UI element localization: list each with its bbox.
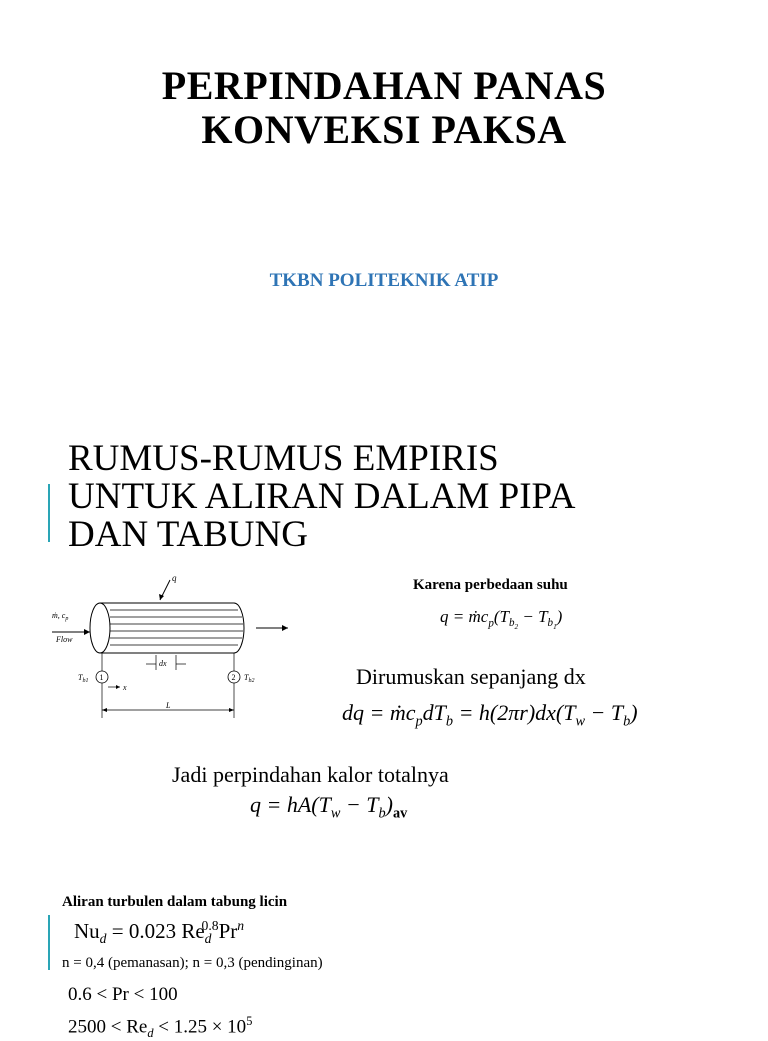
page-title <box>0 64 768 152</box>
equation-5: 0.6 < Pr < 100 <box>68 984 178 1005</box>
accent-bar-bottom <box>48 915 50 970</box>
tb1-label: $T_{b1}$ <box>78 673 89 684</box>
aliran-text: Aliran turbulen dalam tabung licin <box>62 894 288 910</box>
equation-1: $q = ṁc_p(T_{b_2} - T_{b_1})$ <box>440 607 563 632</box>
title-line-2: KONVEKSI PAKSA <box>201 107 567 152</box>
pipe-body <box>100 603 244 653</box>
heading-line-1: RUMUS-RUMUS EMPIRIS <box>68 438 499 479</box>
section-heading <box>68 440 575 554</box>
station-2-label: 2 <box>231 673 236 682</box>
heat-arrow-head <box>159 594 164 600</box>
accent-bar-top <box>48 484 50 542</box>
pipe-inlet <box>90 603 110 653</box>
flow-arrow-head <box>84 629 90 635</box>
outlet-arrow-head <box>282 625 288 631</box>
page-subtitle: TKBN POLITEKNIK ATIP <box>269 270 499 291</box>
title-line-1: PERPINDAHAN PANAS <box>161 63 607 108</box>
karena-text: Karena perbedaan suhu <box>413 577 568 593</box>
flow-label: Flow <box>56 635 73 644</box>
equation-6: $2500 < Re_d < 1.25 \times 10^5$ <box>68 1014 253 1041</box>
pipe-flow-diagram <box>48 570 298 720</box>
heading-line-2: UNTUK ALIRAN DALAM PIPA <box>68 476 576 517</box>
equation-3: $q = hA(T_w - T_b)_{av}$ <box>250 792 408 822</box>
tb2-label: $T_{b2}$ <box>244 673 255 684</box>
dx-label: dx <box>159 659 167 668</box>
q-label: q <box>172 573 177 583</box>
length-label: L <box>166 701 171 710</box>
heading-line-3: DAN TABUNG <box>68 514 308 555</box>
mass-flow-label: ṁ, $c_p$ <box>52 611 69 622</box>
equation-4: $Nu_d = 0.023$ $Re_d^{0.8}Pr^n$ <box>74 918 245 947</box>
equation-2: dq = $ṁc_pdT_b = h(2\pi r)dx(T_w - T_b)$ <box>342 700 638 730</box>
dirumuskan-text: Dirumuskan sepanjang dx <box>356 664 586 689</box>
jadi-text: Jadi perpindahan kalor totalnya <box>172 762 449 787</box>
station-1-label: 1 <box>99 673 104 682</box>
n-values-text: n = 0,4 (pemanasan); n = 0,3 (pendinginan) <box>62 955 323 971</box>
x-axis-label: x <box>123 683 127 692</box>
